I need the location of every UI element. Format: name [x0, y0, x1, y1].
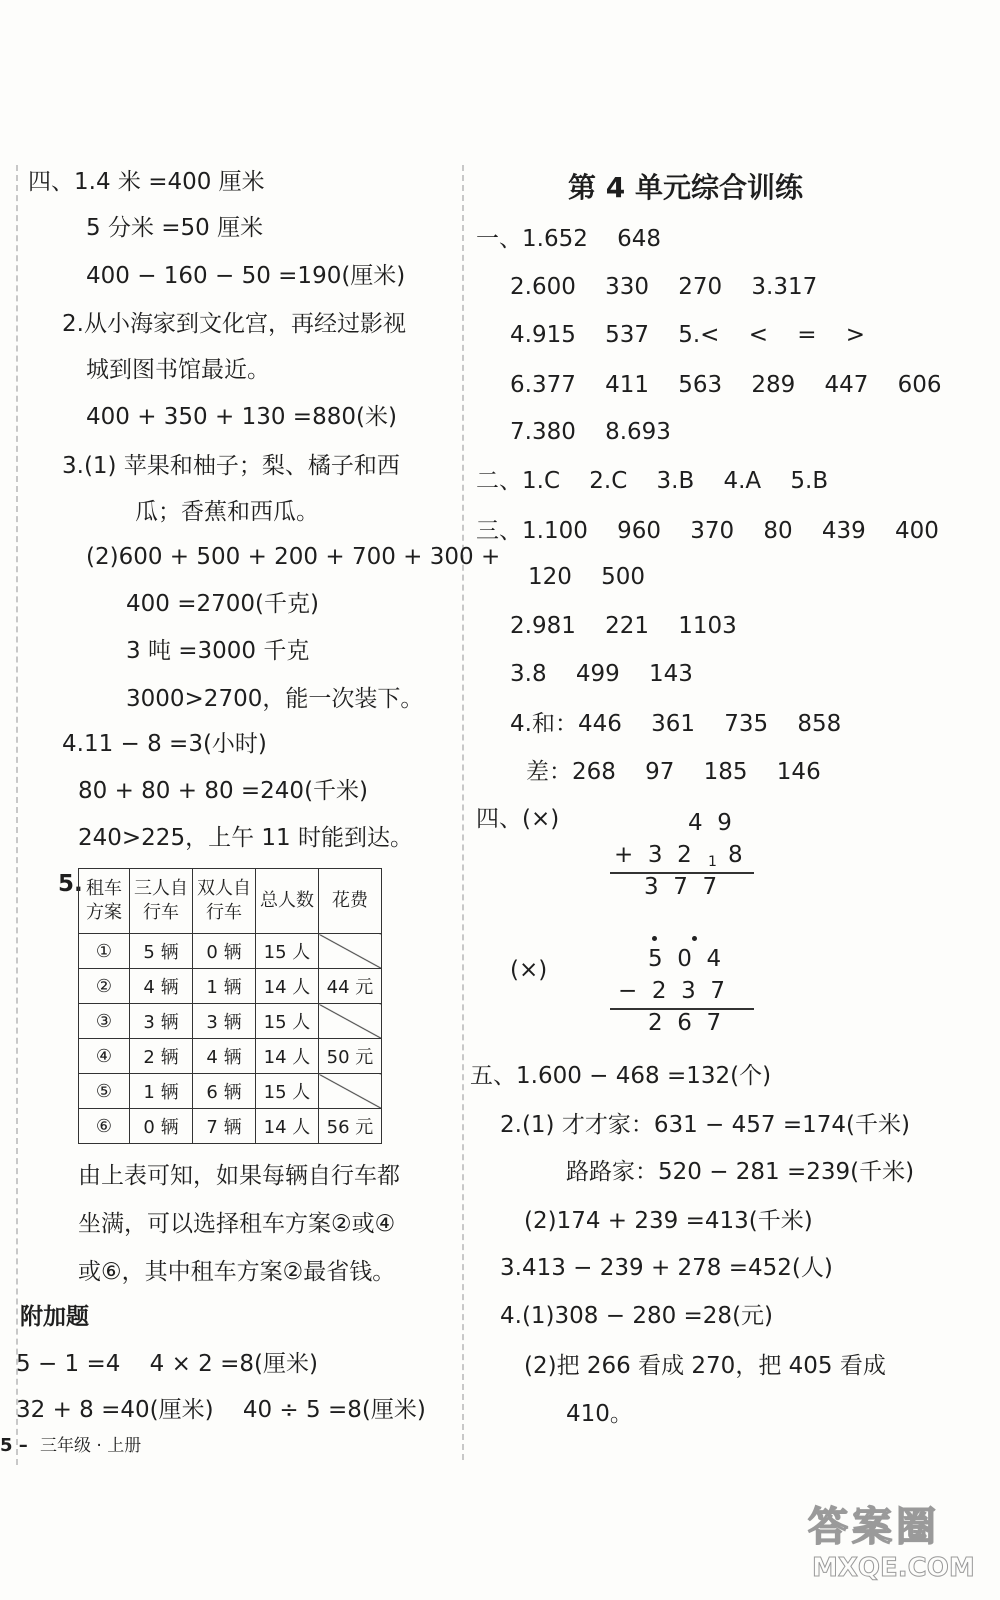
table-cell: 3 辆 — [193, 1004, 256, 1039]
table-header-cell: 双人自行车 — [193, 869, 256, 934]
table-cell: 14 人 — [256, 1039, 319, 1074]
bonus-line-1: 5 − 1 =4 4 × 2 =8(厘米) — [16, 1351, 318, 1377]
rental-plan-table — [78, 868, 382, 1144]
table-cell: 14 人 — [256, 969, 319, 1004]
right-line-5: 7.380 8.693 — [510, 419, 671, 445]
calc2-top: 5 0 4 — [648, 946, 722, 972]
watermark-text: 答案圈 — [808, 1504, 940, 1550]
table-cell: ⑥ — [79, 1109, 130, 1144]
table-cell: 44 元 — [319, 969, 382, 1004]
bonus-heading: 附加题 — [20, 1304, 89, 1330]
calc1-middle-last: 8 — [728, 842, 743, 868]
table-cell: 1 辆 — [130, 1074, 193, 1109]
left-margin-divider — [16, 165, 18, 1465]
right-line-20: 4.(1)308 − 280 =28(元) — [500, 1303, 774, 1329]
right-line-14: (×) — [510, 957, 548, 983]
table-cell: 14 人 — [256, 1109, 319, 1144]
left-conclusion-3: 或⑥，其中租车方案②最省钱。 — [78, 1259, 396, 1285]
table-cell: 15 人 — [256, 1074, 319, 1109]
right-line-3: 4.915 537 5.< < = > — [510, 322, 865, 348]
right-line-22: 410。 — [566, 1401, 633, 1427]
vertical-subtraction — [600, 946, 760, 1041]
calc1-middle: + 3 2 — [614, 842, 692, 868]
calc1-carry: 1 — [708, 854, 717, 870]
left-line-11: 3 吨 =3000 千克 — [126, 638, 310, 664]
calc1-result: 3 7 7 — [644, 874, 718, 900]
borrow-dot — [652, 936, 657, 941]
table-cell-crossed — [319, 1004, 382, 1039]
table-cell: 2 辆 — [130, 1039, 193, 1074]
table-header-cell: 花费 — [319, 869, 382, 934]
right-line-9: 2.981 221 1103 — [510, 613, 737, 639]
right-line-2: 2.600 330 270 3.317 — [510, 274, 818, 300]
table-cell: 15 人 — [256, 934, 319, 969]
table-cell: ⑤ — [79, 1074, 130, 1109]
left-line-15: 240>225，上午 11 时能到达。 — [78, 825, 413, 851]
table-cell-crossed — [319, 1074, 382, 1109]
table-row — [79, 934, 382, 969]
right-line-19: 3.413 − 239 + 278 =452(人) — [500, 1255, 833, 1281]
right-line-21: (2)把 266 看成 270，把 405 看成 — [524, 1353, 886, 1379]
watermark-url: MXQE.COM — [812, 1553, 975, 1583]
left-line-5: 城到图书馆最近。 — [86, 357, 270, 383]
table-cell: 7 辆 — [193, 1109, 256, 1144]
table-cell: ② — [79, 969, 130, 1004]
left-conclusion-1: 由上表可知，如果每辆自行车都 — [78, 1163, 400, 1189]
table-row — [79, 1074, 382, 1109]
right-line-16: 2.(1) 才才家：631 − 457 =174(千米) — [500, 1112, 910, 1138]
right-line-4: 6.377 411 563 289 447 606 — [510, 372, 942, 398]
left-line-7: 3.(1) 苹果和柚子；梨、橘子和西 — [62, 453, 400, 479]
left-line-1: 四、1.4 米 =400 厘米 — [28, 169, 265, 195]
calc2-result: 2 6 7 — [648, 1010, 722, 1036]
table-cell: 3 辆 — [130, 1004, 193, 1039]
left-line-14: 80 + 80 + 80 =240(千米) — [78, 778, 369, 804]
right-line-8: 120 500 — [528, 564, 646, 590]
right-line-1: 一、1.652 648 — [476, 226, 661, 252]
table-cell: 0 辆 — [130, 1109, 193, 1144]
table-cell: ① — [79, 934, 130, 969]
vertical-addition — [600, 810, 760, 900]
table-cell: 4 辆 — [130, 969, 193, 1004]
right-line-11: 4.和：446 361 735 858 — [510, 711, 842, 737]
table-header-cell: 三人自行车 — [130, 869, 193, 934]
table-header-cell: 总人数 — [256, 869, 319, 934]
left-line-16: 5. — [58, 871, 83, 897]
left-line-4: 2.从小海家到文化宫，再经过影视 — [62, 311, 406, 337]
table-cell-crossed — [319, 934, 382, 969]
column-divider — [462, 165, 464, 1460]
left-line-8: 瓜；香蕉和西瓜。 — [135, 499, 319, 525]
table-cell: 15 人 — [256, 1004, 319, 1039]
table-cell: ③ — [79, 1004, 130, 1039]
table-cell: 56 元 — [319, 1109, 382, 1144]
left-line-6: 400 + 350 + 130 =880(米) — [86, 404, 397, 430]
table-cell: 6 辆 — [193, 1074, 256, 1109]
left-line-10: 400 =2700(千克) — [126, 591, 319, 617]
left-line-9: (2)600 + 500 + 200 + 700 + 300 + — [86, 544, 501, 570]
right-line-7: 三、1.100 960 370 80 439 400 — [476, 518, 939, 544]
right-line-13: 四、(×) — [476, 806, 560, 832]
left-conclusion-2: 坐满，可以选择租车方案②或④ — [78, 1211, 396, 1237]
table-cell: 50 元 — [319, 1039, 382, 1074]
table-row — [79, 1039, 382, 1074]
table-row — [79, 969, 382, 1004]
book-label: 三年级 · 上册 — [40, 1436, 142, 1456]
table-header-cell: 租车方案 — [79, 869, 130, 934]
calc2-middle: − 2 3 7 — [618, 978, 726, 1004]
table-row — [79, 1004, 382, 1039]
left-line-3: 400 − 160 − 50 =190(厘米) — [86, 263, 406, 289]
left-line-13: 4.11 − 8 =3(小时) — [62, 731, 267, 757]
table-cell: 1 辆 — [193, 969, 256, 1004]
unit-title: 第 4 单元综合训练 — [568, 171, 803, 204]
table-cell: 4 辆 — [193, 1039, 256, 1074]
table-cell: ④ — [79, 1039, 130, 1074]
page-number: 5 – — [0, 1435, 28, 1456]
table-cell: 0 辆 — [193, 934, 256, 969]
right-line-17: 路路家：520 − 281 =239(千米) — [566, 1159, 915, 1185]
table-cell: 5 辆 — [130, 934, 193, 969]
bonus-line-2: 32 + 8 =40(厘米) 40 ÷ 5 =8(厘米) — [16, 1397, 426, 1423]
watermark-logo — [808, 1495, 976, 1595]
right-line-12: 差：268 97 185 146 — [526, 759, 821, 785]
right-line-10: 3.8 499 143 — [510, 661, 693, 687]
right-line-15: 五、1.600 − 468 =132(个) — [470, 1063, 772, 1089]
right-line-6: 二、1.C 2.C 3.B 4.A 5.B — [476, 468, 829, 494]
table-row — [79, 1109, 382, 1144]
right-line-18: (2)174 + 239 =413(千米) — [524, 1208, 813, 1234]
borrow-dot — [692, 936, 697, 941]
table-header-row — [79, 869, 382, 934]
left-line-2: 5 分米 =50 厘米 — [86, 215, 264, 241]
calc1-top: 4 9 — [688, 810, 732, 836]
left-line-12: 3000>2700，能一次装下。 — [126, 686, 424, 712]
